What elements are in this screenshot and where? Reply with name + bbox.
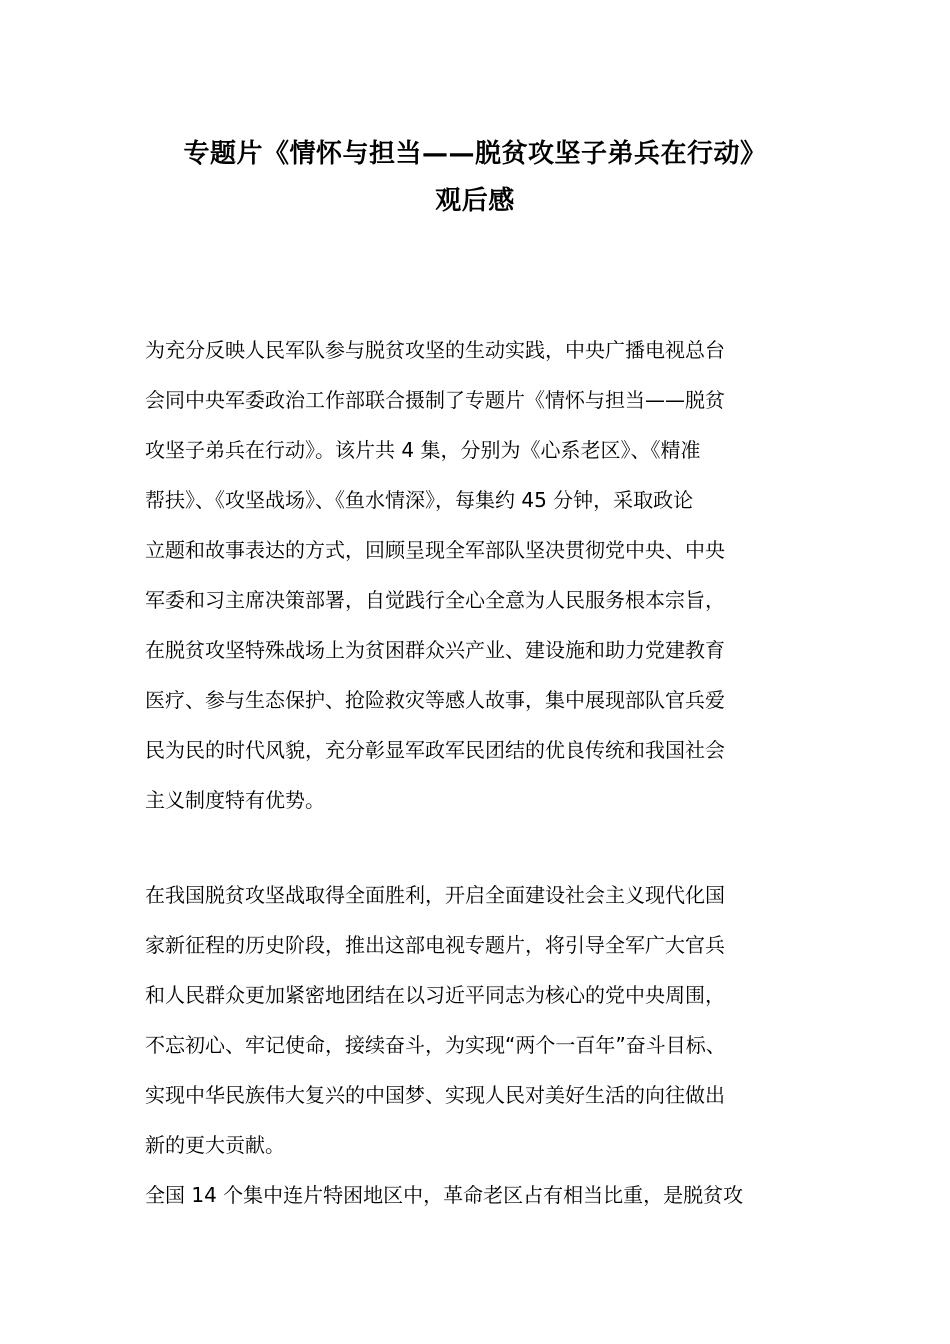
paragraph-2-line: 家新征程的历史阶段，推出这部电视专题片，将引导全军广大官兵 [145, 933, 725, 957]
paragraph-1-line: 民为民的时代风貌，充分彰显军政军民团结的优良传统和我国社会 [145, 738, 725, 762]
paragraph-3-line: 全国 14 个集中连片特困地区中，革命老区占有相当比重，是脱贫攻 [145, 1183, 744, 1207]
paragraph-1-line: 攻坚子弟兵在行动》。该片共 4 集，分别为《心系老区》、《精准 [145, 438, 701, 462]
paragraph-2-line: 实现中华民族伟大复兴的中国梦、实现人民对美好生活的向往做出 [145, 1083, 725, 1107]
paragraph-1-line: 立题和故事表达的方式，回顾呈现全军部队坚决贯彻党中央、中央 [145, 538, 725, 562]
document-title-line-2: 观后感 [435, 186, 515, 216]
paragraph-2-line: 在我国脱贫攻坚战取得全面胜利，开启全面建设社会主义现代化国 [145, 883, 725, 907]
paragraph-1-line: 军委和习主席决策部署，自觉践行全心全意为人民服务根本宗旨， [145, 588, 725, 612]
paragraph-1-line: 为充分反映人民军队参与脱贫攻坚的生动实践，中央广播电视总台 [145, 338, 725, 362]
paragraph-2-line: 和人民群众更加紧密地团结在以习近平同志为核心的党中央周围， [145, 983, 725, 1007]
paragraph-1-line: 在脱贫攻坚特殊战场上为贫困群众兴产业、建设施和助力党建教育 [145, 638, 725, 662]
paragraph-1-line: 帮扶》、《攻坚战场》、《鱼水情深》，每集约 45 分钟，采取政论 [145, 488, 694, 512]
paragraph-1-line: 主义制度特有优势。 [145, 788, 325, 812]
paragraph-1-line: 会同中央军委政治工作部联合摄制了专题片《情怀与担当——脱贫 [145, 388, 725, 412]
paragraph-2-line: 不忘初心、牢记使命，接续奋斗，为实现“两个一百年”奋斗目标、 [145, 1033, 726, 1057]
paragraph-2-line: 新的更大贡献。 [145, 1133, 285, 1157]
paragraph-1-line: 医疗、参与生态保护、抢险救灾等感人故事，集中展现部队官兵爱 [145, 688, 725, 712]
document-title-line-1: 专题片《情怀与担当——脱贫攻坚子弟兵在行动》 [183, 139, 767, 169]
